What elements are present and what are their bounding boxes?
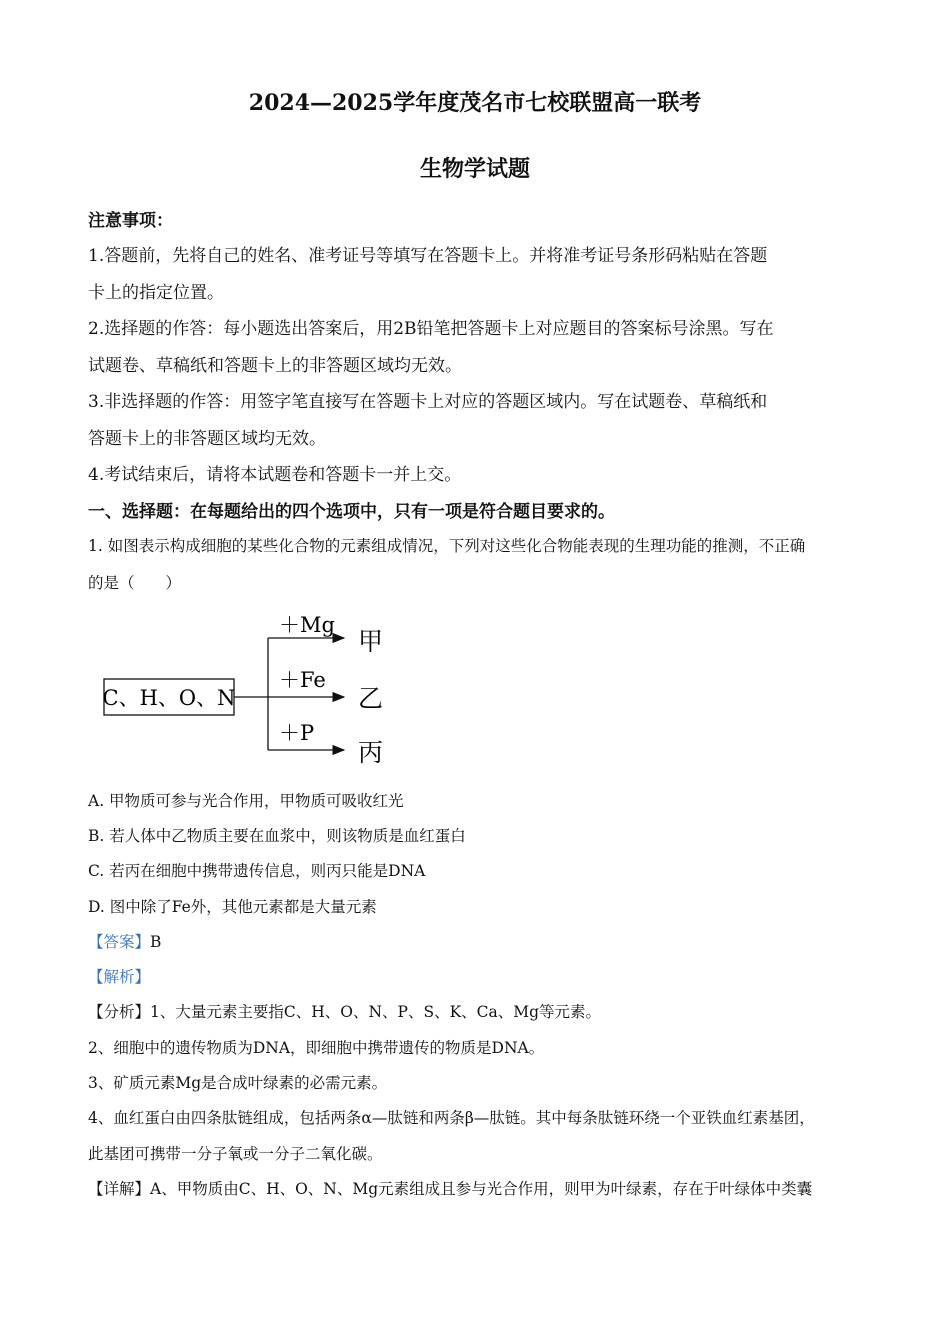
analysis-line <box>88 965 150 987</box>
fenxi-tag: 【分析】 <box>88 1003 151 1021</box>
notice-line: 2.选择题的作答：每小题选出答案后，用2B铅笔把答题卡上对应题目的答案标号涂黑。写在 <box>88 319 774 339</box>
detail-line <box>88 1177 812 1199</box>
branch-element-label: ＋P <box>279 721 315 745</box>
option-d: D. 图中除了Fe外，其他元素都是大量元素 <box>88 898 377 916</box>
section-heading: 一、选择题：在每题给出的四个选项中，只有一项是符合题目要求的。 <box>88 502 615 522</box>
branch-element-label: ＋Fe <box>279 668 326 692</box>
element-box-label: C、H、O、N <box>102 686 236 710</box>
fenxi-line <box>88 1000 601 1022</box>
question-stem: 1. 如图表示构成细胞的某些化合物的元素组成情况，下列对这些化合物能表现的生理功能的推测，不正确 <box>88 537 806 555</box>
fenxi-line: 4、血红蛋白由四条肽链组成，包括两条α—肽链和两条β—肽链。其中每条肽链环绕一个亚铁血红素基团， <box>88 1109 815 1127</box>
detail-tag: 【详解】 <box>88 1180 151 1198</box>
analysis-tag: 【解析】 <box>88 968 151 986</box>
product-label: 乙 <box>358 684 384 713</box>
option-a: A. 甲物质可参与光合作用，甲物质可吸收红光 <box>88 792 404 810</box>
product-label: 丙 <box>358 738 384 767</box>
page-subtitle: 生物学试题 <box>419 156 530 182</box>
notice-heading: 注意事项： <box>88 211 173 231</box>
page-title: 2024—2025学年度茂名市七校联盟高一联考 <box>248 90 702 116</box>
question-stem-cont: 的是（ ） <box>88 574 182 592</box>
fenxi-line: 此基团可携带一分子氧或一分子二氧化碳。 <box>88 1145 383 1163</box>
fenxi-text: 1、大量元素主要指C、H、O、N、P、S、K、Ca、Mg等元素。 <box>150 1003 602 1021</box>
answer-line <box>88 930 161 952</box>
branch-element-label: ＋Mg <box>279 613 335 637</box>
notice-line: 试题卷、草稿纸和答题卡上的非答题区域均无效。 <box>88 356 462 376</box>
answer-value: B <box>150 933 162 951</box>
notice-line: 卡上的指定位置。 <box>88 283 224 303</box>
fenxi-line: 2、细胞中的遗传物质为DNA，即细胞中携带遗传的物质是DNA。 <box>88 1039 545 1057</box>
product-label: 甲 <box>358 627 384 656</box>
notice-line: 4.考试结束后，请将本试题卷和答题卡一并上交。 <box>88 465 462 485</box>
option-b: B. 若人体中乙物质主要在血浆中，则该物质是血红蛋白 <box>88 827 466 845</box>
fenxi-line: 3、矿质元素Mg是合成叶绿素的必需元素。 <box>88 1074 388 1092</box>
notice-line: 1.答题前，先将自己的姓名、准考证号等填写在答题卡上。并将准考证号条形码粘贴在答题 <box>88 246 768 266</box>
detail-text: A、甲物质由C、H、O、N、Mg元素组成且参与光合作用，则甲为叶绿素，存在于叶绿体中类囊 <box>150 1180 813 1198</box>
answer-tag: 【答案】 <box>88 933 151 951</box>
notice-line: 3.非选择题的作答：用签字笔直接写在答题卡上对应的答题区域内。写在试题卷、草稿纸和 <box>88 392 768 412</box>
option-c: C. 若丙在细胞中携带遗传信息，则丙只能是DNA <box>88 862 426 880</box>
notice-line: 答题卡上的非答题区域均无效。 <box>88 429 326 449</box>
element-composition-diagram <box>96 606 406 774</box>
